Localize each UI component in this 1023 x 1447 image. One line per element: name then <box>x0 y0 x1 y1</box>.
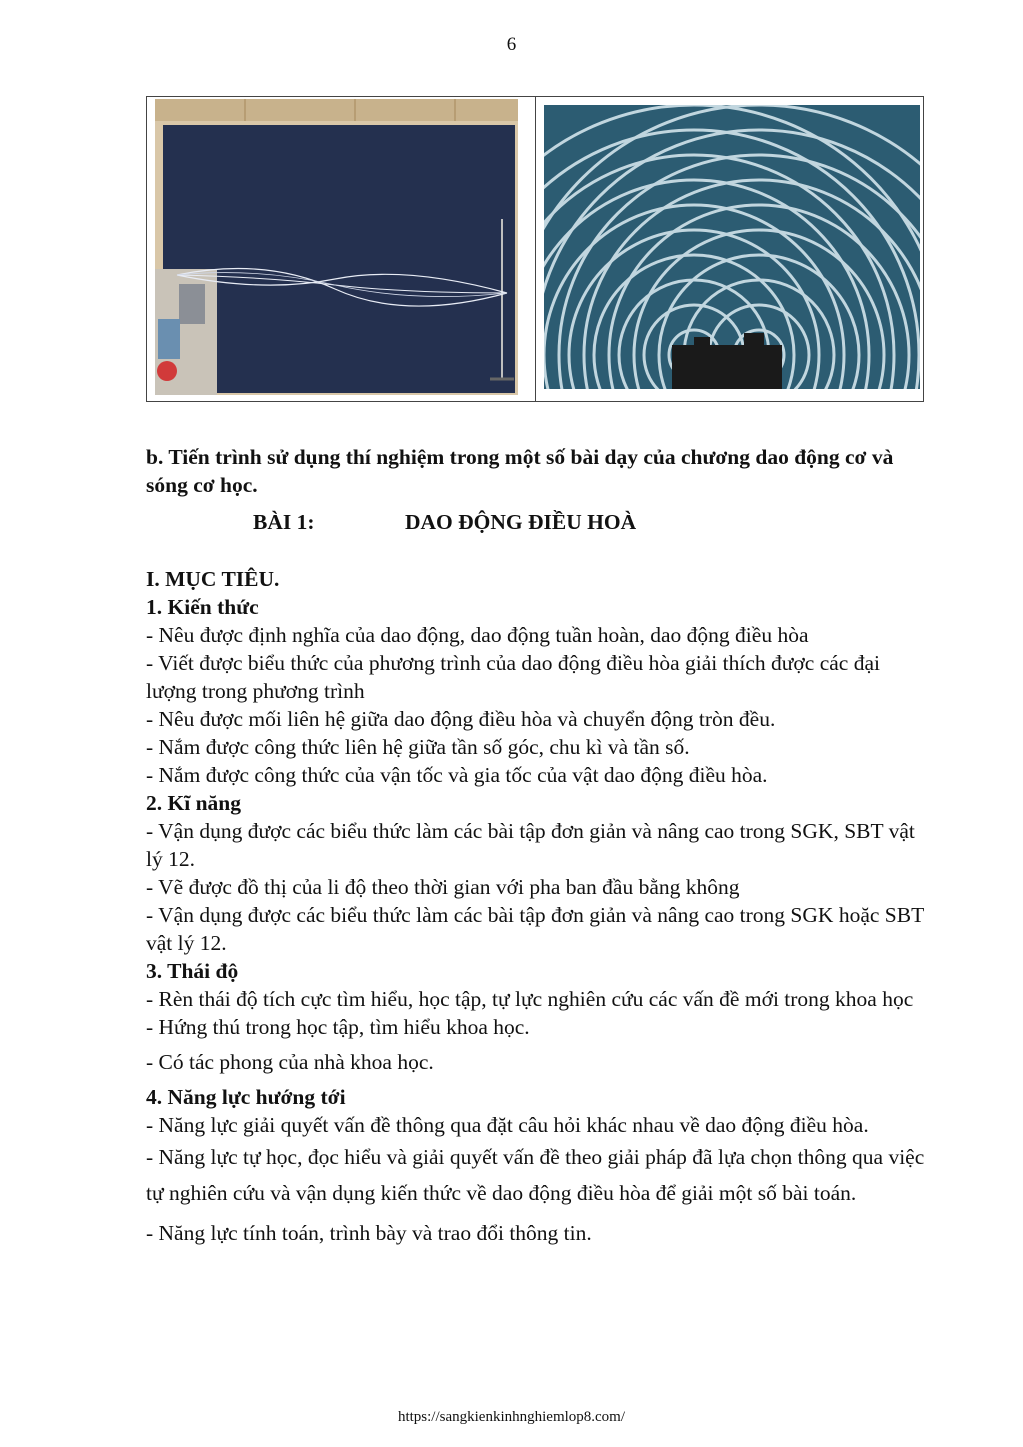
footer-url: https://sangkienkinhnghiemlop8.com/ <box>397 1409 626 1425</box>
lesson-number: BÀI 1: <box>253 510 315 534</box>
lesson-content <box>146 565 926 1247</box>
standing-wave-photo <box>155 99 518 395</box>
section-heading-b: b. Tiến trình sử dụng thí nghiệm trong một số bài dạy của chương dao động cơ và sóng cơ học. <box>146 445 894 497</box>
list-item: - Rèn thái độ tích cực tìm hiểu, học tập, tự lực nghiên cứu các vấn đề mới trong khoa học <box>146 987 914 1011</box>
wave-interference-photo <box>544 105 920 389</box>
knowledge-heading: 1. Kiến thức <box>146 595 259 619</box>
lesson-name: DAO ĐỘNG ĐIỀU HOÀ <box>405 510 637 534</box>
competence-heading: 4. Năng lực hướng tới <box>146 1085 346 1109</box>
list-item: - Có tác phong của nhà khoa học. <box>146 1050 434 1074</box>
list-item: - Vận dụng được các biểu thức làm các bài tập đơn giản và nâng cao trong SGK hoặc SBT vật lý 12. <box>146 903 924 955</box>
list-item: - Năng lực tính toán, trình bày và trao đổi thông tin. <box>146 1221 592 1245</box>
list-item: - Nêu được định nghĩa của dao động, dao động tuần hoàn, dao động điều hòa <box>146 623 809 647</box>
list-item: - Nêu được mối liên hệ giữa dao động điều hòa và chuyển động tròn đều. <box>146 707 776 731</box>
objectives-heading: I. MỤC TIÊU. <box>146 567 280 591</box>
list-item: - Năng lực tự học, đọc hiểu và giải quyết vấn đề theo giải pháp đã lựa chọn thông qua việc tự nghiên cứu và vận dụng kiến thức về dao động điều hòa để giải một số bài toán. <box>146 1145 925 1205</box>
page-number: 6 <box>506 34 517 55</box>
figure-cell-left <box>147 97 536 401</box>
lesson-title <box>253 510 636 535</box>
list-item: - Vẽ được đồ thị của li độ theo thời gian với pha ban đầu bằng không <box>146 875 740 899</box>
figure-cell-right <box>536 97 923 401</box>
list-item: - Hứng thú trong học tập, tìm hiểu khoa học. <box>146 1015 530 1039</box>
attitude-heading: 3. Thái độ <box>146 959 239 983</box>
figure-table <box>146 96 924 402</box>
list-item: - Nắm được công thức liên hệ giữa tần số góc, chu kì và tần số. <box>146 735 690 759</box>
list-item: - Nắm được công thức của vận tốc và gia tốc của vật dao động điều hòa. <box>146 763 768 787</box>
skills-heading: 2. Kĩ năng <box>146 791 241 815</box>
list-item: - Vận dụng được các biểu thức làm các bài tập đơn giản và nâng cao trong SGK, SBT vật lý 12. <box>146 819 915 871</box>
list-item: - Viết được biểu thức của phương trình của dao động điều hòa giải thích được các đại lượng trong phương trình <box>146 651 880 703</box>
list-item: - Năng lực giải quyết vấn đề thông qua đặt câu hỏi khác nhau về dao động điều hòa. <box>146 1113 869 1137</box>
